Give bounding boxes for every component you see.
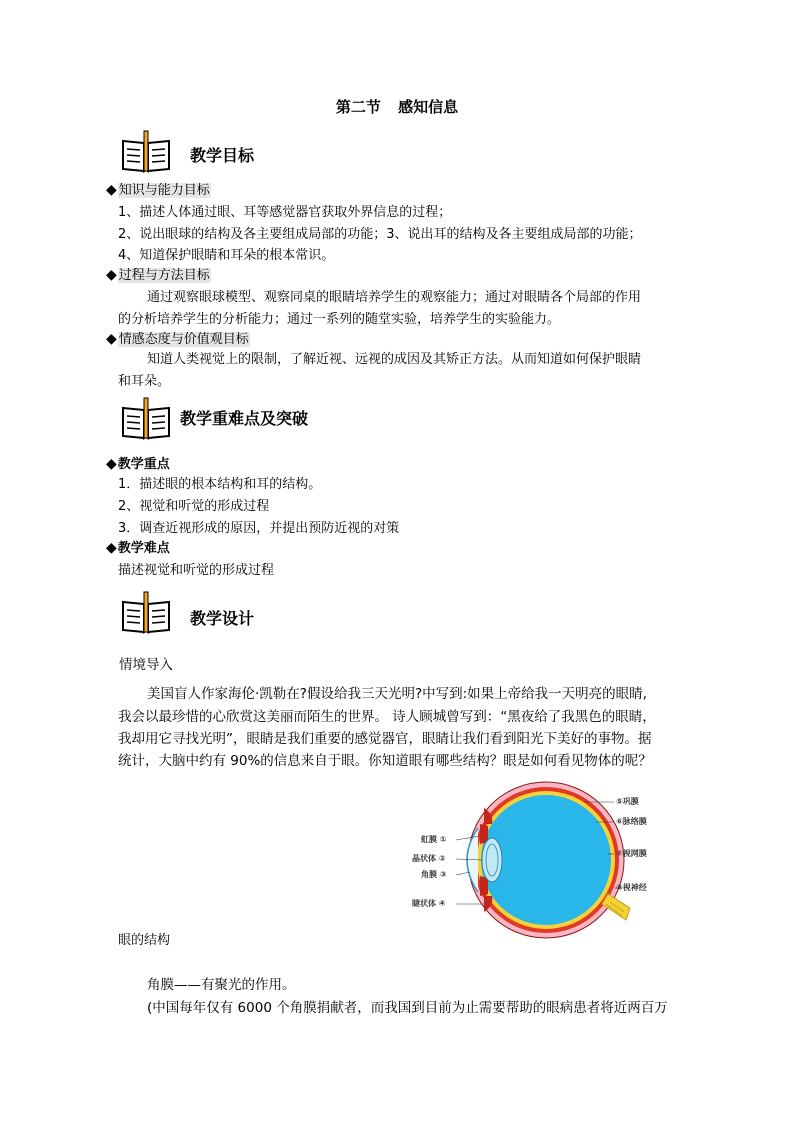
eye-label-iris: 虹膜 ① <box>421 835 447 844</box>
paragraph-line: 我却用它寻找光明”，眼睛是我们重要的感觉器官，眼睛让我们看到阳光下美好的事物。据 <box>118 731 652 747</box>
eye-label-choroid: ⑥脉络膜 <box>616 817 647 826</box>
subheading-emotion: ◆ 情感态度与价值观目标 <box>106 331 249 347</box>
paragraph-line: 通过观察眼球模型、观察同桌的眼睛培养学生的观察能力；通过对眼睛各个局部的作用 <box>147 290 642 305</box>
eye-label-lens: 晶状体 ② <box>412 854 446 863</box>
paragraph-line: (中国每年仅有 6000 个角膜捐献者，而我国到目前为止需要帮助的眼病患者将近两百万 <box>147 1000 668 1016</box>
paragraph-line: 统计，大脑中约有 90%的信息来自于眼。你知道眼有哪些结构？眼是如何看见物体的呢？ <box>118 753 652 769</box>
page-title <box>0 96 794 117</box>
paragraph-line: 的分析培养学生的分析能力；通过一系列的随堂实验，培养学生的实验能力。 <box>118 312 561 327</box>
title-topic: 感知信息 <box>398 98 459 116</box>
paragraph-line: 和耳朵。 <box>118 374 171 389</box>
subheading-process: ◆ 过程与方法目标 <box>106 267 210 283</box>
list-item: 2、视觉和听觉的形成过程 <box>118 499 270 514</box>
book-icon <box>120 129 172 173</box>
paragraph-line: 知道人类视觉上的限制，了解近视、远视的成因及其矫正方法。从而知道如何保护眼睛 <box>147 352 642 367</box>
eye-label-sclera: ⑤巩膜 <box>616 797 639 806</box>
book-icon <box>120 590 172 634</box>
subheading-knowledge: ◆ 知识与能力目标 <box>106 182 210 198</box>
diamond-bullet-icon: ◆ <box>106 456 117 472</box>
diamond-bullet-icon: ◆ <box>106 331 117 347</box>
list-item: 4、知道保护眼睛和耳朵的根本常识。 <box>118 248 335 263</box>
list-item: 2、说出眼球的结构及各主要组成局部的功能；3、说出耳的结构及各主要组成局部的功能； <box>118 227 642 242</box>
list-item: 1、描述人体通过眼、耳等感觉器官获取外界信息的过程； <box>118 205 452 220</box>
list-item: 3．调查近视形成的原因，并提出预防近视的对策 <box>118 521 400 536</box>
list-item: 1．描述眼的根本结构和耳的结构。 <box>118 477 322 492</box>
paragraph-line: 美国盲人作家海伦·凯勒在?假设给我三天光明?中写到:如果上帝给我一天明亮的眼睛, <box>147 686 647 702</box>
eye-label-ciliary: 睫状体 ④ <box>412 899 446 908</box>
paragraph-line: 我会以最珍惜的心欣赏这美丽而陌生的世界。 诗人顾城曾写到：“黑夜给了我黑色的眼睛， <box>118 709 656 725</box>
title-section-number: 第二节 <box>335 98 381 116</box>
eye-structure-diagram <box>412 780 668 940</box>
figure-caption: 眼的结构 <box>118 933 171 948</box>
section-heading-keypoints: 教学重难点及突破 <box>180 409 309 428</box>
eye-label-optic-nerve: ⑧视神经 <box>616 883 647 892</box>
section-heading-goals: 教学目标 <box>190 146 255 165</box>
eye-label-retina: ⑦视网膜 <box>616 849 647 858</box>
eye-label-cornea: 角膜 ③ <box>421 870 447 879</box>
diamond-bullet-icon: ◆ <box>106 182 117 198</box>
diamond-bullet-icon: ◆ <box>106 540 117 556</box>
subheading-key: ◆教学重点 <box>106 456 170 472</box>
subheading-difficult: ◆教学难点 <box>106 540 170 556</box>
diamond-bullet-icon: ◆ <box>106 267 117 283</box>
paragraph-line: 描述视觉和听觉的形成过程 <box>118 563 275 578</box>
subheading-intro: 情境导入 <box>119 657 173 673</box>
paragraph-line: 角膜——有聚光的作用。 <box>147 977 296 993</box>
book-icon <box>120 396 172 440</box>
section-heading-design: 教学设计 <box>190 609 255 628</box>
